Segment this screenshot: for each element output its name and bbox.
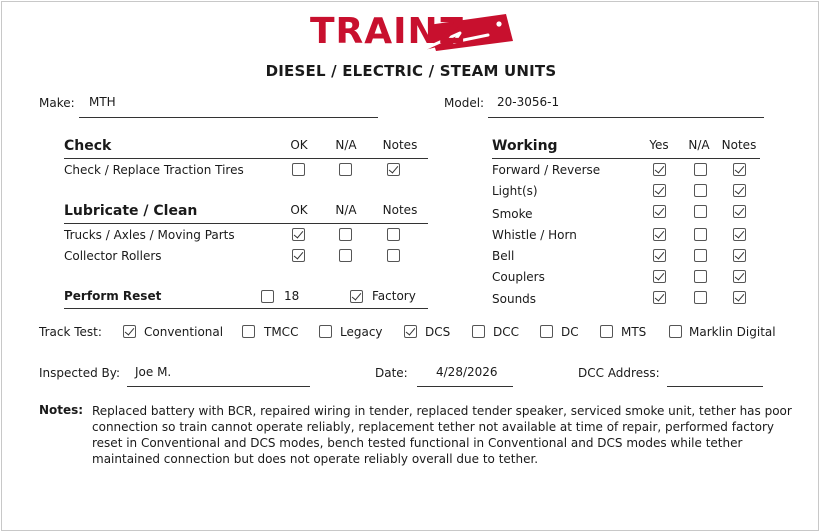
check-row-ok-checkbox[interactable] <box>292 163 305 176</box>
track-mts-checkbox[interactable] <box>600 325 613 338</box>
check-row-notes-checkbox[interactable] <box>387 163 400 176</box>
make-value[interactable]: MTH <box>89 95 116 109</box>
track-test-label: Track Test: <box>39 325 102 339</box>
reset-18-label: 18 <box>284 289 300 303</box>
track-legacy-label: Legacy <box>340 325 383 339</box>
track-dc-label: DC <box>561 325 579 339</box>
working-rule <box>492 158 760 159</box>
reset-rule <box>64 308 428 309</box>
working-row-notes-checkbox[interactable] <box>733 291 746 304</box>
working-col-notes: Notes <box>721 138 757 152</box>
lubricate-col-notes: Notes <box>382 203 418 217</box>
working-row-na-checkbox[interactable] <box>694 228 707 241</box>
form-title: DIESEL / ELECTRIC / STEAM UNITS <box>265 62 557 80</box>
model-value[interactable]: 20-3056-1 <box>497 95 560 109</box>
check-heading: Check <box>64 138 112 154</box>
check-row-na-checkbox[interactable] <box>339 163 352 176</box>
working-row-yes-checkbox[interactable] <box>653 228 666 241</box>
working-row-yes-checkbox[interactable] <box>653 249 666 262</box>
working-col-yes: Yes <box>649 138 669 152</box>
track-dcc-checkbox[interactable] <box>472 325 485 338</box>
model-underline <box>488 117 764 118</box>
check-row-label: Check / Replace Traction Tires <box>64 163 244 177</box>
reset-factory-label: Factory <box>372 289 416 303</box>
inspected-by-underline <box>127 386 310 387</box>
working-row-yes-checkbox[interactable] <box>653 184 666 197</box>
working-heading: Working <box>492 138 558 154</box>
working-row-notes-checkbox[interactable] <box>733 228 746 241</box>
working-row-na-checkbox[interactable] <box>694 163 707 176</box>
track-tmcc-label: TMCC <box>264 325 299 339</box>
working-row-yes-checkbox[interactable] <box>653 205 666 218</box>
lubricate-row-label: Trucks / Axles / Moving Parts <box>64 228 235 242</box>
working-col-na: N/A <box>688 138 710 152</box>
working-row-yes-checkbox[interactable] <box>653 163 666 176</box>
working-row-notes-checkbox[interactable] <box>733 270 746 283</box>
working-row-na-checkbox[interactable] <box>694 184 707 197</box>
check-col-na: N/A <box>335 138 357 152</box>
model-label: Model: <box>444 96 485 110</box>
lubricate-row-notes-checkbox[interactable] <box>387 249 400 262</box>
track-legacy-checkbox[interactable] <box>319 325 332 338</box>
working-row-notes-checkbox[interactable] <box>733 205 746 218</box>
inspected-by-value[interactable]: Joe M. <box>135 365 172 379</box>
check-col-ok: OK <box>290 138 308 152</box>
track-tmcc-checkbox[interactable] <box>242 325 255 338</box>
make-label: Make: <box>39 96 75 110</box>
notes-text: Replaced battery with BCR, repaired wiring in tender, replaced tender speaker, serviced smoke unit, tether has poor connection so train cannot operate reliably, replacement tether not available at time of repair, performed factory reset in Conventional and DCS modes, bench tested functional in Conventional and DCS modes while tether maintained connection but does not operate reliably overall due to tether. <box>92 404 792 466</box>
brand-logo <box>310 11 516 53</box>
date-underline <box>417 386 513 387</box>
working-row-label: Light(s) <box>492 184 538 198</box>
reset-18-checkbox[interactable] <box>261 290 274 303</box>
working-row-label: Whistle / Horn <box>492 228 577 242</box>
working-row-label: Forward / Reverse <box>492 163 601 177</box>
lubricate-col-na: N/A <box>335 203 357 217</box>
check-rule <box>64 158 428 159</box>
track-dc-checkbox[interactable] <box>540 325 553 338</box>
track-dcs-label: DCS <box>425 325 451 339</box>
track-conventional-checkbox[interactable] <box>123 325 136 338</box>
track-dcs-checkbox[interactable] <box>404 325 417 338</box>
track-marklin-checkbox[interactable] <box>669 325 682 338</box>
working-row-label: Couplers <box>492 270 545 284</box>
lubricate-rule <box>64 223 428 224</box>
working-row-na-checkbox[interactable] <box>694 270 707 283</box>
lubricate-row-notes-checkbox[interactable] <box>387 228 400 241</box>
inspected-by-label: Inspected By: <box>39 366 121 380</box>
track-conventional-label: Conventional <box>144 325 224 339</box>
working-row-yes-checkbox[interactable] <box>653 270 666 283</box>
inspection-sheet <box>1 1 819 531</box>
brand-wordmark: TRAINZ <box>310 11 466 52</box>
lubricate-heading: Lubricate / Clean <box>64 203 198 219</box>
working-row-notes-checkbox[interactable] <box>733 184 746 197</box>
perform-reset-label: Perform Reset <box>64 289 162 303</box>
working-row-yes-checkbox[interactable] <box>653 291 666 304</box>
working-row-label: Sounds <box>492 292 537 306</box>
reset-factory-checkbox[interactable] <box>350 290 363 303</box>
track-marklin-label: Marklin Digital <box>689 325 776 339</box>
working-row-label: Bell <box>492 249 515 263</box>
date-label: Date: <box>375 366 408 380</box>
working-row-na-checkbox[interactable] <box>694 205 707 218</box>
dcc-address-label: DCC Address: <box>578 366 660 380</box>
notes-label: Notes: <box>39 403 84 417</box>
track-mts-label: MTS <box>621 325 647 339</box>
lubricate-row-label: Collector Rollers <box>64 249 162 263</box>
lubricate-row-na-checkbox[interactable] <box>339 228 352 241</box>
dcc-address-underline <box>667 386 763 387</box>
date-value[interactable]: 4/28/2026 <box>436 365 498 379</box>
working-row-na-checkbox[interactable] <box>694 291 707 304</box>
working-row-na-checkbox[interactable] <box>694 249 707 262</box>
lubricate-row-na-checkbox[interactable] <box>339 249 352 262</box>
lubricate-row-ok-checkbox[interactable] <box>292 228 305 241</box>
lubricate-row-ok-checkbox[interactable] <box>292 249 305 262</box>
working-row-notes-checkbox[interactable] <box>733 163 746 176</box>
working-row-notes-checkbox[interactable] <box>733 249 746 262</box>
track-dcc-label: DCC <box>493 325 519 339</box>
check-col-notes: Notes <box>382 138 418 152</box>
lubricate-col-ok: OK <box>290 203 308 217</box>
working-row-label: Smoke <box>492 207 533 221</box>
make-underline <box>79 117 378 118</box>
